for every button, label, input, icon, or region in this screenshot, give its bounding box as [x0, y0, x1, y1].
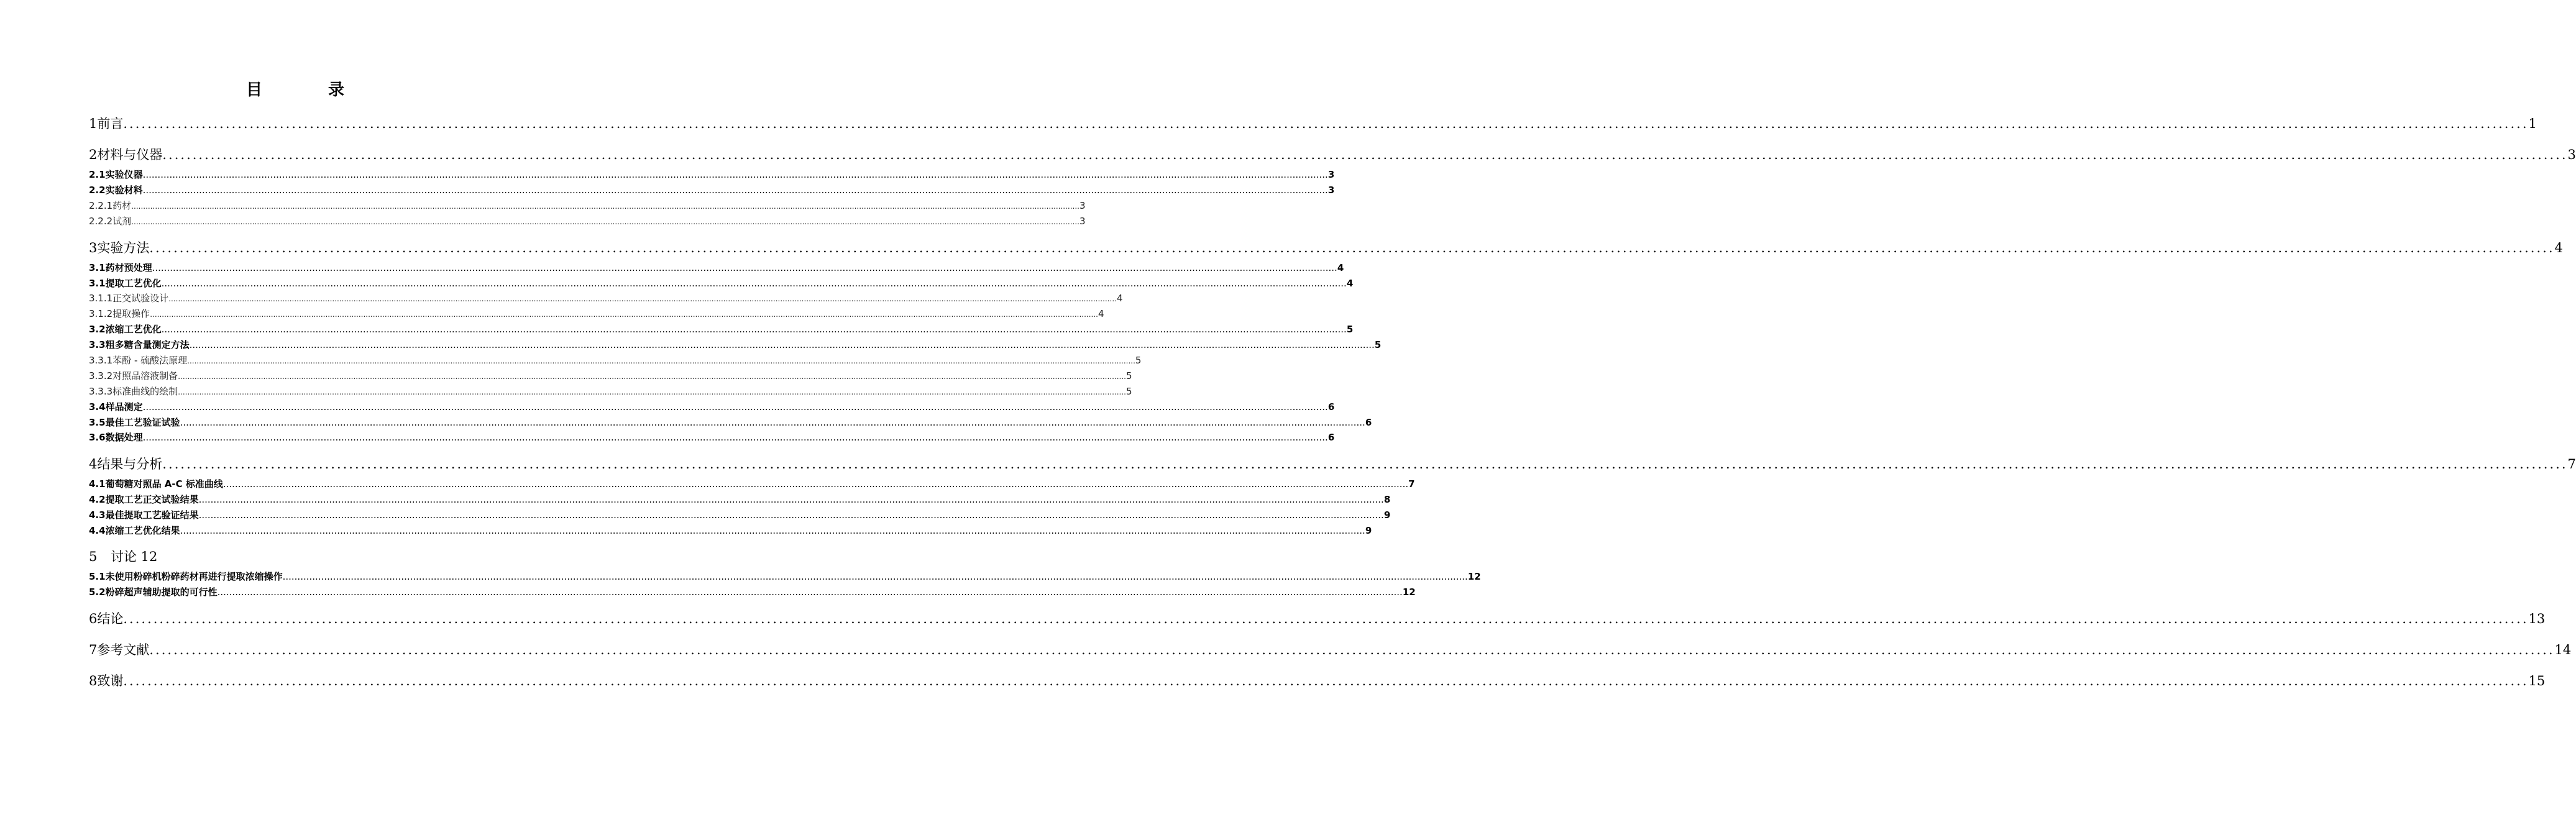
- toc-entry-page: 4: [1346, 278, 1354, 289]
- toc-entry-title: 对照品溶液制备: [112, 370, 178, 381]
- toc-entry[interactable]: [89, 183, 1335, 196]
- toc-leader-dots: ................................................................................................................................................................................................................................................................................................................................................................................................................: [123, 116, 2529, 131]
- toc-entry-page: 6: [1327, 432, 1335, 443]
- toc-entry-number: 3.2: [89, 324, 106, 335]
- toc-leader-dots: ................................................................................................................................................................................................................................................................................................................................................................................................................: [123, 673, 2529, 688]
- toc-entry-page: 12: [1402, 586, 1416, 598]
- toc-entry-title: 最佳工艺验证试验: [105, 417, 180, 428]
- toc-entry-title: 葡萄糖对照品 A-C 标准曲线: [105, 478, 223, 490]
- toc-leader-dots: ................................................................................................................................................................................................................................................................................................................................................................................................................: [131, 202, 1079, 211]
- toc-entry-number: 2.2.2: [89, 216, 113, 227]
- toc-entry-page: 5: [1135, 355, 1142, 366]
- toc-entry-number: 3.5: [89, 417, 106, 428]
- toc-entry-page: 3: [1327, 169, 1335, 180]
- toc-entry-title: 粗多糖含量测定方法: [105, 339, 190, 350]
- toc-entry-title: 样品测定: [105, 401, 143, 413]
- toc-entry-page: 3: [1079, 200, 1086, 211]
- toc-entry-title: 标准曲线的绘制: [112, 386, 178, 397]
- toc-entry-page: 3: [1327, 185, 1335, 196]
- toc-entry[interactable]: [89, 145, 2576, 163]
- toc-entry-title: 提取操作: [112, 308, 150, 319]
- toc-entry[interactable]: [89, 493, 1391, 506]
- toc-leader-dots: ................................................................................................................................................................................................................................................................................................................................................................................................................: [222, 478, 1409, 490]
- toc-entry-page: 1: [2528, 116, 2537, 131]
- toc-entry-number: 2: [89, 147, 98, 162]
- toc-entry[interactable]: [89, 168, 1335, 181]
- toc-entry[interactable]: [89, 276, 1354, 290]
- toc-entry-title: 实验材料: [105, 185, 143, 196]
- toc-entry-page: 7: [2567, 457, 2576, 472]
- toc-entry[interactable]: [89, 547, 501, 565]
- toc-entry-number: 5.1: [89, 571, 106, 582]
- toc-entry-title: 致谢: [97, 673, 124, 688]
- toc-entry-title: 前言: [97, 116, 124, 131]
- toc-entry[interactable]: [89, 477, 1415, 490]
- toc-leader-dots: ................................................................................................................................................................................................................................................................................................................................................................................................................: [180, 417, 1365, 428]
- toc-entry[interactable]: [89, 400, 1335, 413]
- toc-entry-page: 5: [1125, 386, 1132, 397]
- toc-entry-title: 实验方法: [97, 240, 150, 255]
- toc-entry-page: 9: [1365, 525, 1372, 536]
- toc-entry[interactable]: [89, 338, 1382, 351]
- toc-entry-page: 13: [2528, 611, 2546, 626]
- toc-entry-number: 3.3.1: [89, 355, 113, 366]
- toc-leader-dots: ................................................................................................................................................................................................................................................................................................................................................................................................................: [161, 278, 1347, 289]
- toc-entry-title: 结论: [97, 611, 124, 626]
- toc-entry[interactable]: [89, 416, 1372, 429]
- toc-entry-title: 药材预处理: [105, 262, 152, 273]
- toc-entry-title: 结果与分析: [97, 457, 163, 472]
- toc-entry-page: 4: [1116, 293, 1123, 304]
- toc-entry[interactable]: [89, 524, 1372, 537]
- toc-entry[interactable]: [89, 354, 1142, 367]
- toc-entry-number: 5: [89, 549, 98, 564]
- toc-leader-dots: ................................................................................................................................................................................................................................................................................................................................................................................................................: [162, 147, 2568, 162]
- toc-entry-number: 2.2.1: [89, 200, 113, 211]
- toc-entry[interactable]: [89, 261, 1344, 274]
- toc-entry-number: 1: [89, 116, 98, 131]
- toc-leader-dots: ................................................................................................................................................................................................................................................................................................................................................................................................................: [180, 525, 1365, 536]
- toc-leader-dots: ................................................................................................................................................................................................................................................................................................................................................................................................................: [142, 432, 1328, 443]
- toc-leader-dots: ................................................................................................................................................................................................................................................................................................................................................................................................................: [168, 294, 1117, 303]
- toc-entry-page: 9: [1383, 509, 1391, 521]
- toc-entry[interactable]: [89, 640, 2572, 659]
- toc-entry[interactable]: [89, 508, 1391, 521]
- toc-entry[interactable]: [89, 671, 2546, 690]
- toc-entry-title: 实验仪器: [105, 169, 143, 180]
- toc-entry-number: 3.6: [89, 432, 106, 443]
- toc-leader-dots: ................................................................................................................................................................................................................................................................................................................................................................................................................: [152, 262, 1337, 273]
- toc-entry-title: 数据处理: [105, 432, 143, 443]
- toc-entry-page: 5: [1374, 339, 1382, 350]
- toc-leader-dots: ................................................................................................................................................................................................................................................................................................................................................................................................................: [161, 324, 1347, 335]
- toc-entry-number: 3.1: [89, 278, 106, 289]
- toc-entry-page: 5: [1346, 324, 1354, 335]
- toc-entry[interactable]: [89, 385, 1132, 398]
- toc-leader-dots: ................................................................................................................................................................................................................................................................................................................................................................................................................: [198, 494, 1384, 505]
- toc-entry-number: 3.3.3: [89, 386, 113, 397]
- toc-entry-number: 5.2: [89, 586, 106, 598]
- toc-entry[interactable]: [89, 609, 2546, 627]
- toc-entry-title: 最佳提取工艺验证结果: [105, 509, 199, 521]
- toc-entry-title: 正交试验设计: [112, 293, 169, 304]
- toc-title: 目 录: [245, 81, 369, 99]
- toc-entry[interactable]: [89, 114, 2537, 132]
- toc-entry-number: 3.1: [89, 262, 106, 273]
- toc-leader-dots: ................................................................................................................................................................................................................................................................................................................................................................................................................: [150, 310, 1098, 319]
- toc-leader-dots: ................................................................................................................................................................................................................................................................................................................................................................................................................: [142, 185, 1328, 196]
- toc-entry-number: 4.3: [89, 509, 106, 521]
- toc-entry-number: 3.3: [89, 339, 106, 350]
- toc-entry-title: 未使用粉碎机粉碎药材再进行提取浓缩操作: [105, 571, 283, 582]
- toc-entry-page: 7: [1408, 478, 1415, 490]
- toc-entry[interactable]: [89, 238, 2563, 257]
- toc-entry[interactable]: [89, 585, 1416, 598]
- toc-leader-dots: ................................................................................................................................................................................................................................................................................................................................................................................................................: [142, 401, 1328, 413]
- toc-entry-title: 粉碎超声辅助提取的可行性: [105, 586, 218, 598]
- toc-entry[interactable]: [89, 307, 1104, 320]
- toc-entry[interactable]: [89, 369, 1132, 382]
- toc-entry[interactable]: [89, 214, 1086, 227]
- toc-leader-dots: ................................................................................................................................................................................................................................................................................................................................................................................................................: [149, 642, 2555, 657]
- toc-entry-title: 苯酚 - 硫酸法原理: [112, 355, 188, 366]
- toc-entry-title: 参考文献: [97, 642, 150, 657]
- toc-entry-page: 5: [1125, 370, 1132, 381]
- toc-entry-title: 材料与仪器: [97, 147, 163, 162]
- toc-entry-page: 4: [2554, 240, 2563, 255]
- toc-entry-page: 6: [1327, 401, 1335, 413]
- toc-leader-dots: ................................................................................................................................................................................................................................................................................................................................................................................................................: [178, 388, 1126, 396]
- toc-leader-dots: ................................................................................................................................................................................................................................................................................................................................................................................................................: [178, 372, 1126, 381]
- toc-entry-number: 2.1: [89, 169, 106, 180]
- toc-entry-number: 8: [89, 673, 98, 688]
- toc-leader-dots: ................................................................................................................................................................................................................................................................................................................................................................................................................: [142, 169, 1328, 180]
- toc-entry-number: 3.1.1: [89, 293, 113, 304]
- toc-entry-number: 4: [89, 457, 98, 472]
- toc-entry-page: 12: [1467, 571, 1481, 582]
- toc-entry[interactable]: [89, 291, 1123, 304]
- toc-entry-title: 提取工艺正交试验结果: [105, 494, 199, 505]
- toc-entry-number: 2.2: [89, 185, 106, 196]
- toc-entry-title: 试剂: [112, 216, 132, 227]
- toc-entry-page: 15: [2528, 673, 2546, 688]
- toc-entry[interactable]: [89, 199, 1086, 212]
- toc-entry-title: 药材: [112, 200, 132, 211]
- toc-entry[interactable]: [89, 322, 1354, 335]
- toc-leader-dots: ................................................................................................................................................................................................................................................................................................................................................................................................................: [282, 571, 1468, 582]
- toc-entry-number: 7: [89, 642, 98, 657]
- toc-entry-title: 讨论 12: [111, 549, 158, 564]
- toc-entry[interactable]: [89, 431, 1335, 444]
- toc-entry-number: 3: [89, 240, 98, 255]
- toc-entry-page: 8: [1383, 494, 1391, 505]
- toc-entry-page: 3: [1079, 216, 1086, 227]
- toc-entry-title: 浓缩工艺优化: [105, 324, 162, 335]
- toc-entry-title: 浓缩工艺优化结果: [105, 525, 180, 536]
- toc-entry-number: 3.4: [89, 401, 106, 413]
- toc-leader-dots: ................................................................................................................................................................................................................................................................................................................................................................................................................: [187, 357, 1135, 365]
- toc-entry[interactable]: [89, 570, 1481, 583]
- toc-leader-dots: ................................................................................................................................................................................................................................................................................................................................................................................................................: [162, 457, 2568, 472]
- toc-entry-number: 4.2: [89, 494, 106, 505]
- toc-entry-page: 14: [2554, 642, 2572, 657]
- toc-leader-dots: ................................................................................................................................................................................................................................................................................................................................................................................................................: [123, 611, 2529, 626]
- toc-entry-title: 提取工艺优化: [105, 278, 162, 289]
- toc-leader-dots: ................................................................................................................................................................................................................................................................................................................................................................................................................: [149, 240, 2555, 255]
- toc-entry-number: 4.1: [89, 478, 106, 490]
- toc-entry-number: 4.4: [89, 525, 106, 536]
- toc-entry-number: 3.3.2: [89, 370, 113, 381]
- toc-entry-number: 3.1.2: [89, 308, 113, 319]
- toc-entry-page: 4: [1098, 308, 1104, 319]
- toc-leader-dots: ................................................................................................................................................................................................................................................................................................................................................................................................................: [131, 217, 1079, 226]
- toc-leader-dots: ................................................................................................................................................................................................................................................................................................................................................................................................................: [189, 339, 1375, 350]
- toc-entry-page: 6: [1365, 417, 1372, 428]
- toc-leader-dots: ................................................................................................................................................................................................................................................................................................................................................................................................................: [217, 586, 1403, 598]
- toc-entry-number: 6: [89, 611, 98, 626]
- toc-leader-dots: ................................................................................................................................................................................................................................................................................................................................................................................................................: [198, 509, 1384, 521]
- toc-entry-page: 3: [2567, 147, 2576, 162]
- toc-entry-page: 4: [1337, 262, 1344, 273]
- toc-entry[interactable]: [89, 454, 2576, 473]
